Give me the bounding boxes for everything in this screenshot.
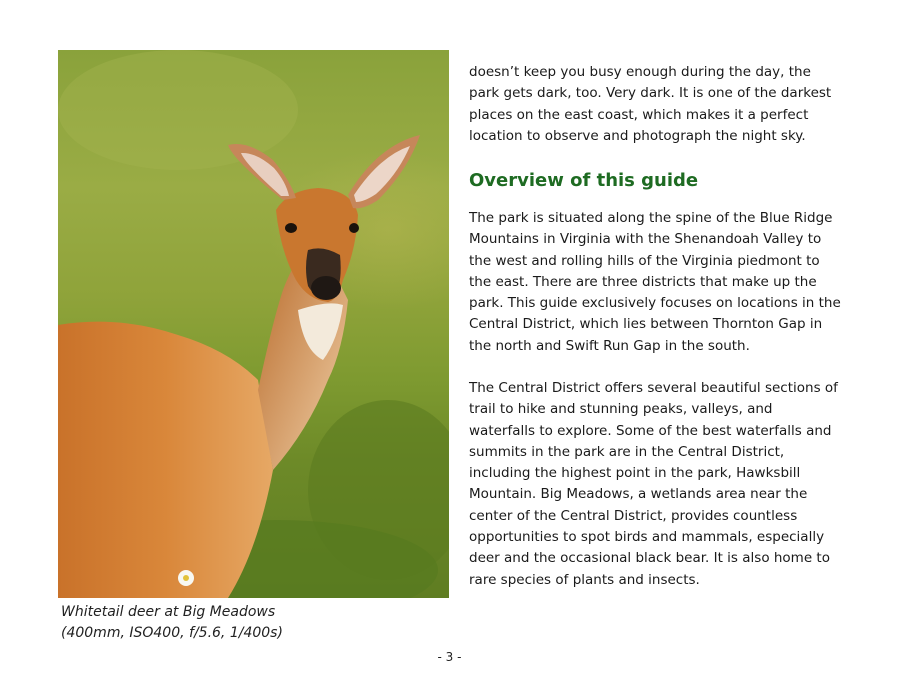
deer-eye-right xyxy=(349,223,359,233)
caption-settings: (400mm, ISO400, f/5.6, 1/400s) xyxy=(61,625,283,641)
caption-title: Whitetail deer at Big Meadows xyxy=(61,604,276,620)
deer-illustration xyxy=(58,50,449,598)
page-number: - 3 - xyxy=(437,650,462,664)
photo-caption xyxy=(61,602,401,644)
deer-photo xyxy=(58,50,449,598)
deer-eye-left xyxy=(285,223,297,233)
foliage-blob xyxy=(58,50,298,170)
daisy-center xyxy=(183,575,189,581)
body-paragraph-2: The park is situated along the spine of the Blue Ridge Mountains in Virginia with the Shenandoah Valley to the west and rolling hills of the Virginia piedmont to the east. There are three districts that make up the park. This guide exclusively focuses on locations in the Central District, which lies between Thornton Gap in the north and Swift Run Gap in the south. xyxy=(469,210,841,354)
section-heading: Overview of this guide xyxy=(469,170,699,191)
deer-nose xyxy=(311,276,341,300)
deer-body xyxy=(58,322,273,598)
body-paragraph-1: doesn’t keep you busy enough during the day, the park gets dark, too. Very dark. It is one of the darkest places on the east coast, which makes it a perfect location to observe and photograph the night sky. xyxy=(469,64,832,144)
body-paragraph-3: The Central District offers several beautiful sections of trail to hike and stunning peaks, valleys, and waterfalls to explore. Some of the best waterfalls and summits in the park are in the Central District, including the highest point in the park, Hawksbill Mountain. Big Meadows, a wetlands area near the center of the Central District, provides countless opportunities to spot birds and mammals, especially deer and the occasional black bear. It is also home to rare species of plants and insects. xyxy=(469,380,838,588)
